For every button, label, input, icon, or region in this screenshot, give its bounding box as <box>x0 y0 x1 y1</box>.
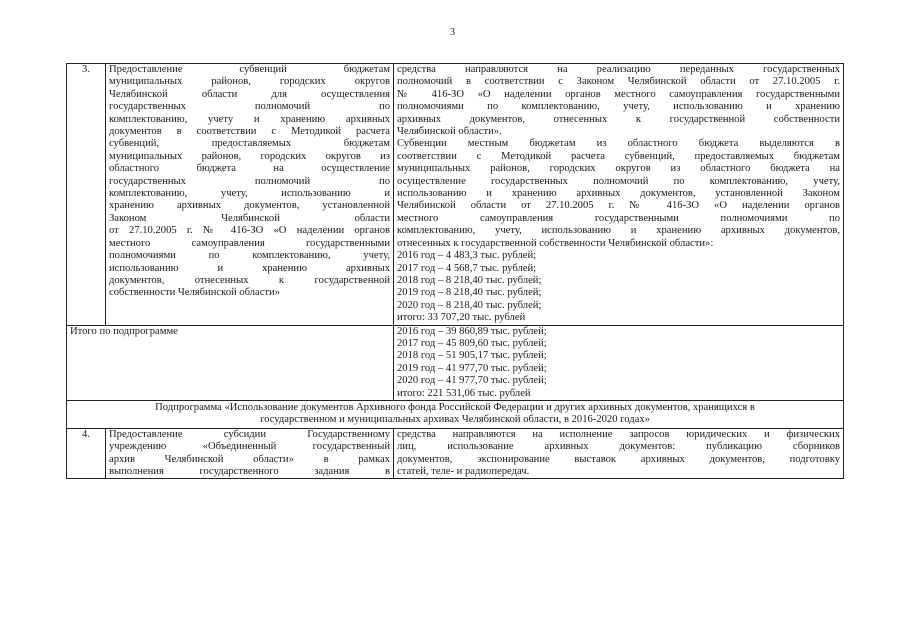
text-line: Предоставление субсидии Государственному <box>109 428 390 440</box>
measures-table <box>66 63 844 479</box>
year-amount: 2018 год – 8 218,40 тыс. рублей; <box>397 274 542 286</box>
text-line: статей, теле- и радиопередач. <box>397 466 530 477</box>
text-line: средства направляются на реализацию переданных государственных <box>397 64 840 75</box>
subtotal-label: Итого по подпрограмме <box>67 325 394 400</box>
text-line: полномочиями по комплектованию, учету, использованию и хранению <box>397 101 840 113</box>
text-line: полномочий в соответствии с Законом Челябинской области от 27.10.2005 г. <box>397 76 840 88</box>
text-line: муниципальных районов, городских округов <box>109 76 390 88</box>
text-line: № 416-ЗО «О наделении органов местного самоуправления государственными <box>397 88 840 100</box>
text-line: Предоставление субвенций бюджетам <box>109 64 390 75</box>
text-line: соответствии с Методикой расчета субвенций, предоставляемых бюджетам <box>397 150 840 162</box>
text-line: лиц, использование архивных документов: публикацию сборников <box>397 441 840 453</box>
text-line: Законом Челябинской области <box>109 212 390 224</box>
text-line: хранению архивных документов, установленной <box>109 200 390 212</box>
text-line: Челябинской области». <box>397 126 502 138</box>
text-line: Челябинской области от 27.10.2005 г. № 416-ЗО «О наделении органов <box>397 200 840 212</box>
year-amount: 2019 год – 41 977,70 тыс. рублей; <box>397 362 547 374</box>
measure-description <box>106 428 394 479</box>
text-line: местного самоуправления государственными <box>109 237 390 249</box>
total-amount: итого: 33 707,20 тыс. рублей <box>397 312 526 324</box>
year-amount: 2017 год – 4 568,7 тыс. рублей; <box>397 262 537 274</box>
subprogram-header <box>67 400 844 428</box>
table-row-3 <box>67 64 844 326</box>
text-line: документов, отнесенных к государственной <box>109 274 390 286</box>
year-amount: 2020 год – 41 977,70 тыс. рублей; <box>397 375 547 387</box>
year-amount: 2016 год – 4 483,3 тыс. рублей; <box>397 250 537 262</box>
text-line: комплектованию, учету и хранению архивных <box>109 113 390 125</box>
year-amount: 2019 год – 8 218,40 тыс. рублей; <box>397 287 542 299</box>
text-line: осуществление государственных полномочий по комплектованию, учету, <box>397 175 840 187</box>
text-line: государственных полномочий по <box>109 101 390 113</box>
text-line: Субвенции местным бюджетам из областного бюджета выделяются в <box>397 138 840 150</box>
text-line: комплектованию, учету, использованию и хранению архивных документов, <box>397 225 840 237</box>
yearly-amounts <box>397 250 840 324</box>
text-line: документов в соответствии с Методикой расчета <box>109 126 390 138</box>
text-line: использованию и хранению архивных документов, установленной Законом <box>397 188 840 200</box>
text-line: муниципальных районов, городских округов из областного бюджета на <box>397 163 840 175</box>
row-number: 4. <box>67 428 106 479</box>
text-line: средства направляются на исполнение запросов юридических и физических <box>397 428 840 440</box>
text-line: полномочиями по комплектованию, учету, <box>109 250 390 262</box>
year-amount: 2016 год – 39 860,89 тыс. рублей; <box>397 325 547 337</box>
text-line: областного бюджета на осуществление <box>109 163 390 175</box>
total-amount: итого: 221 531,06 тыс. рублей <box>397 387 531 399</box>
text-line: выполнения государственного задания в <box>109 466 390 477</box>
measure-description <box>106 64 394 326</box>
text-line: архив Челябинской области» в рамках <box>109 453 390 465</box>
text-line: Челябинской области для осуществления <box>109 88 390 100</box>
text-line: Подпрограмма «Использование документов Архивного фонда Российской Федерации и других архивных документов, хранящихся в <box>155 401 755 413</box>
year-amount: 2017 год – 45 809,60 тыс. рублей; <box>397 337 547 349</box>
measure-financing <box>394 64 844 326</box>
text-line: муниципальных районов, городских округов из <box>109 150 390 162</box>
table-row-subtotal <box>67 325 844 400</box>
table-row-subprogram-header <box>67 400 844 428</box>
subtotal-amounts <box>394 325 844 400</box>
measure-financing <box>394 428 844 479</box>
row-number: 3. <box>67 64 106 326</box>
text-line: собственности Челябинской области» <box>109 287 281 299</box>
text-line: субвенций, предоставляемых бюджетам <box>109 138 390 150</box>
text-line: отнесенных к государственной собственности Челябинской области»: <box>397 237 714 249</box>
text-line: использованию и хранению архивных <box>109 262 390 274</box>
text-line: государственных полномочий по <box>109 175 390 187</box>
text-line: комплектованию, учету, использованию и <box>109 188 390 200</box>
text-line: документов, экспонирование выставок архивных документов, подготовку <box>397 453 840 465</box>
text-line: учреждению «Объединенный государственный <box>109 441 390 453</box>
text-line: местного самоуправления государственными полномочиями по <box>397 212 840 224</box>
year-amount: 2020 год – 8 218,40 тыс. рублей; <box>397 299 542 311</box>
text-line: от 27.10.2005 г. № 416-ЗО «О наделении органов <box>109 225 390 237</box>
table-row-4 <box>67 428 844 479</box>
page-number: 3 <box>450 27 455 38</box>
year-amount: 2018 год – 51 905,17 тыс. рублей; <box>397 350 547 362</box>
text-line: архивных документов, отнесенных к государственной собственности <box>397 113 840 125</box>
text-line: государственном и муниципальных архивах Челябинской области, в 2016-2020 годах» <box>260 414 650 426</box>
